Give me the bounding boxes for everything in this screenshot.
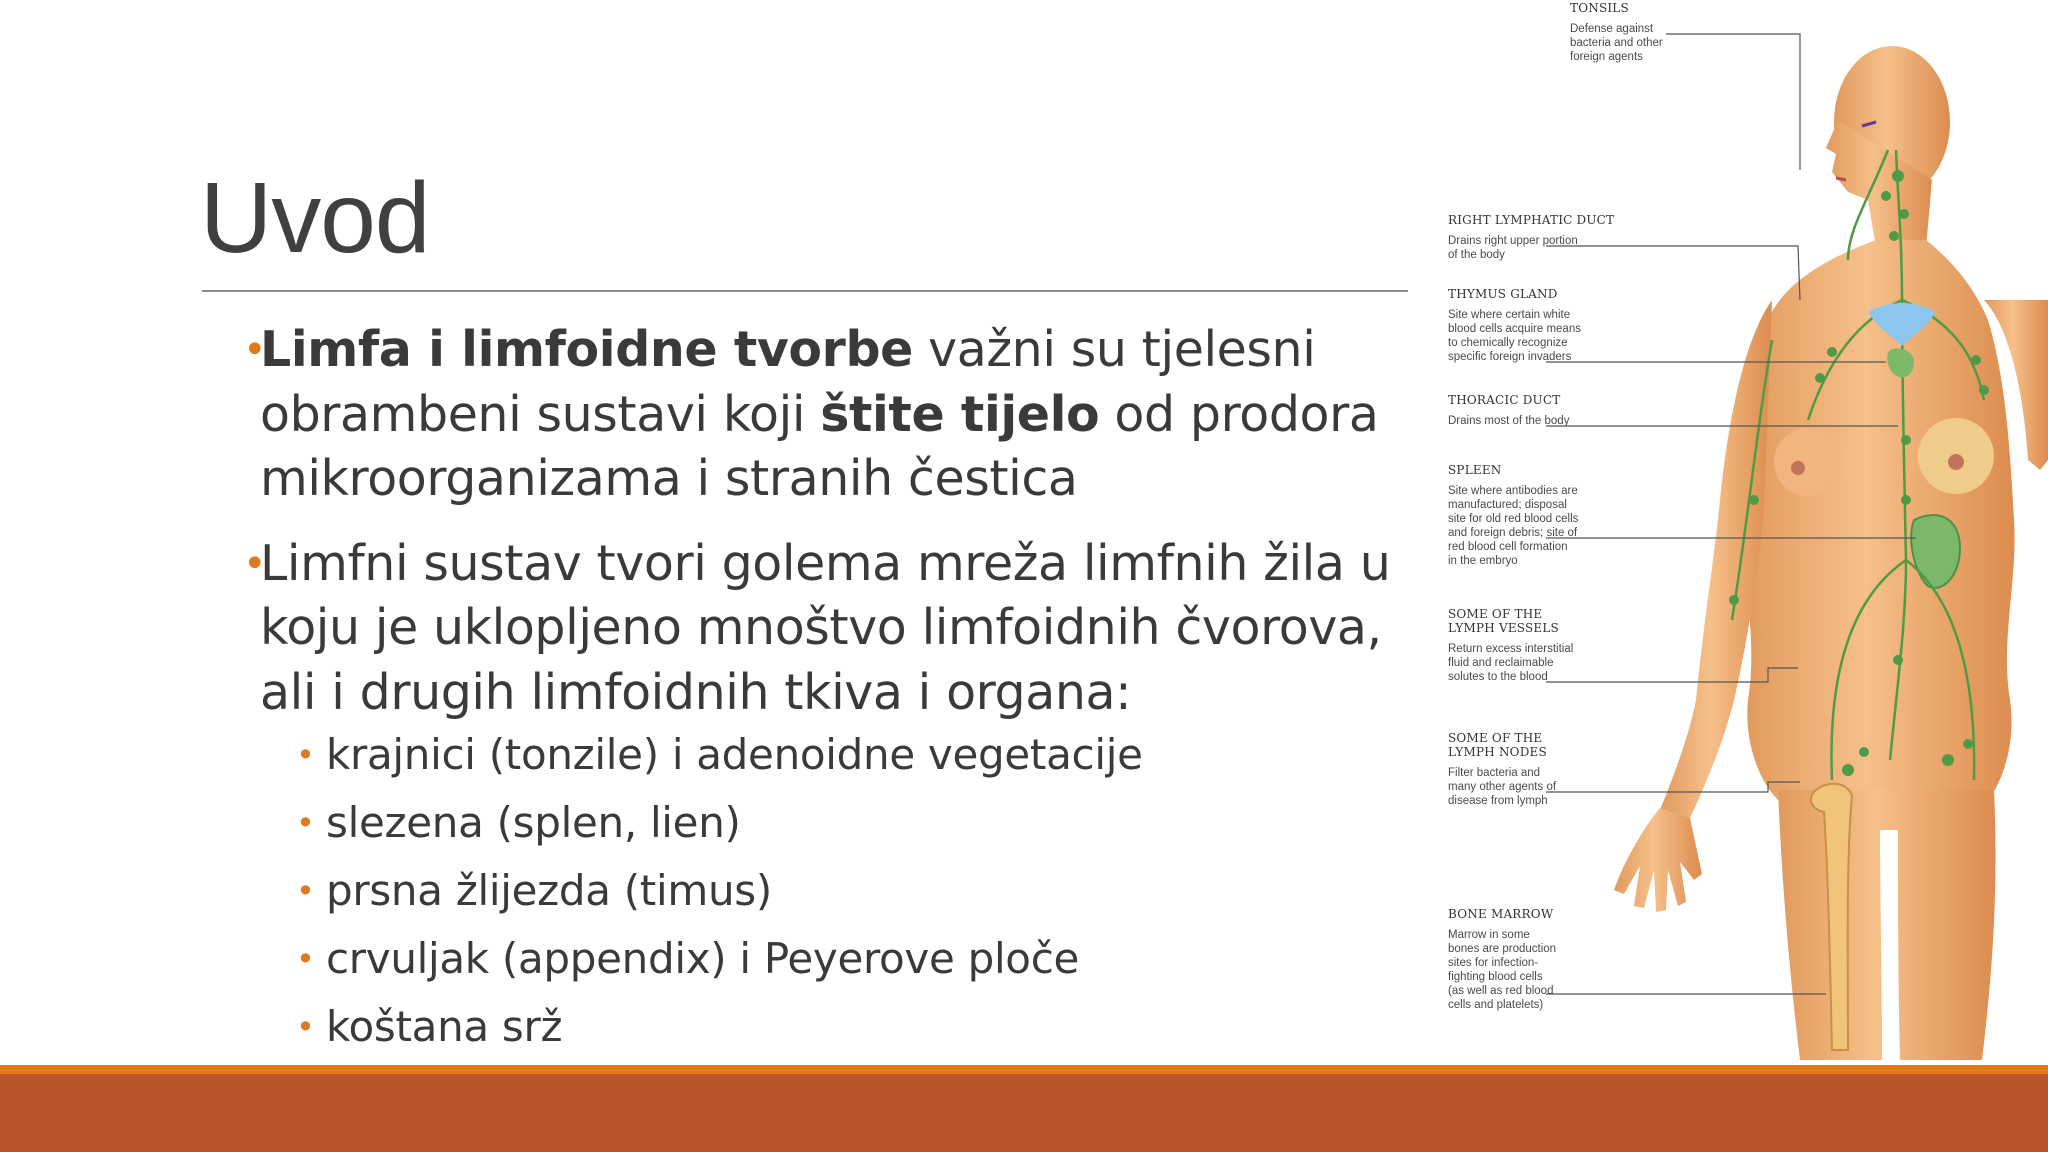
callout-title: THORACIC DUCT: [1448, 393, 1561, 407]
callout-description: fluid and reclaimable: [1448, 657, 1554, 669]
callout-description: (as well as red blood: [1448, 985, 1554, 997]
bullet-bold-text: Limfa i limfoidne tvorbe: [260, 321, 913, 378]
callout-description: Drains most of the body: [1448, 415, 1570, 427]
callout-description: Site where antibodies are: [1448, 485, 1578, 497]
sub-bullet-glyph: •: [296, 1008, 315, 1046]
callout-description: blood cells acquire means: [1448, 323, 1581, 335]
callout-description: Filter bacteria and: [1448, 767, 1541, 779]
sub-bullet-list: [260, 727, 1423, 1067]
callout-title: BONE MARROW: [1448, 907, 1554, 921]
sub-bullet-text: slezena (splen, lien): [326, 798, 741, 847]
sub-bullet-item: [260, 795, 1423, 863]
slide-title: Uvod: [200, 162, 430, 274]
callout-description: solutes to the blood: [1448, 671, 1548, 683]
callout-description: bones are production: [1448, 943, 1557, 955]
callout-title: SPLEEN: [1448, 463, 1502, 477]
callout-title: LYMPH NODES: [1448, 745, 1547, 759]
sub-bullet-glyph: •: [296, 736, 315, 774]
sub-bullet-text: crvuljak (appendix) i Peyerove ploče: [326, 934, 1080, 983]
callout-description: cells and platelets): [1448, 999, 1544, 1011]
bullet-text: važni su tjelesni obrambeni sustavi koji: [260, 321, 1316, 443]
callout-description: site for old red blood cells: [1448, 513, 1579, 525]
bullet-item: [243, 532, 1423, 1068]
bullet-glyph: •: [243, 540, 267, 587]
sub-bullet-glyph: •: [296, 804, 315, 842]
bullet-glyph: •: [243, 327, 267, 373]
callout-description: Marrow in some: [1448, 929, 1530, 941]
callout-description: to chemically recognize: [1448, 337, 1568, 349]
footer-accent-line: [0, 1065, 2048, 1074]
callout-description: disease from lymph: [1448, 795, 1548, 807]
callout-description: bacteria and other: [1570, 37, 1663, 49]
callout-description: of the body: [1448, 249, 1505, 261]
bullet-bold-text: štite tijelo: [820, 385, 1100, 443]
sub-bullet-glyph: •: [296, 872, 315, 910]
sub-bullet-item: [260, 727, 1423, 795]
callout-title: SOME OF THE: [1448, 731, 1543, 745]
callout-description: in the embryo: [1448, 555, 1518, 567]
callout-description: and foreign debris; site of: [1448, 527, 1578, 539]
callout-description: foreign agents: [1570, 51, 1643, 63]
body-figure: [1614, 46, 2048, 1060]
callout-description: sites for infection-: [1448, 957, 1539, 969]
bullet-text: od prodora mikroorganizama i stranih čestica: [260, 385, 1379, 507]
sub-bullet-text: prsna žlijezda (timus): [326, 866, 772, 915]
callout-title: THYMUS GLAND: [1448, 287, 1558, 301]
callout-description: Return excess interstitial: [1448, 643, 1574, 655]
callout-description: Drains right upper portion: [1448, 235, 1578, 247]
callout-title: SOME OF THE: [1448, 607, 1543, 621]
sub-bullet-item: [260, 999, 1423, 1067]
callout-description: manufactured; disposal: [1448, 499, 1567, 511]
sub-bullet-glyph: •: [296, 940, 315, 978]
callout-description: Defense against: [1570, 23, 1654, 35]
sub-bullet-item: [260, 931, 1423, 999]
bullet-list: [243, 318, 1423, 1067]
sub-bullet-text: koštana srž: [326, 1002, 563, 1051]
sub-bullet-text: krajnici (tonzile) i adenoidne vegetacije: [326, 730, 1143, 779]
callout-description: Site where certain white: [1448, 309, 1571, 321]
callout-title: TONSILS: [1570, 1, 1629, 15]
callout-description: many other agents of: [1448, 781, 1557, 793]
title-divider: [202, 290, 1408, 292]
callout-description: fighting blood cells: [1448, 971, 1543, 983]
sub-bullet-item: [260, 863, 1423, 931]
callout-description: red blood cell formation: [1448, 541, 1568, 553]
bullet-item: [243, 318, 1423, 512]
callout-title: LYMPH VESSELS: [1448, 621, 1559, 635]
lymphatic-system-illustration: [1428, 0, 2048, 1062]
footer-bar: [0, 1074, 2048, 1152]
callout-description: specific foreign invaders: [1448, 351, 1572, 363]
callout-title: RIGHT LYMPHATIC DUCT: [1448, 213, 1615, 227]
bullet-text: Limfni sustav tvori golema mreža limfnih žila u koju je uklopljeno mnoštvo limfoidnih čvorova, ali i drugih limfoidnih tkiva i organa:: [260, 534, 1391, 721]
